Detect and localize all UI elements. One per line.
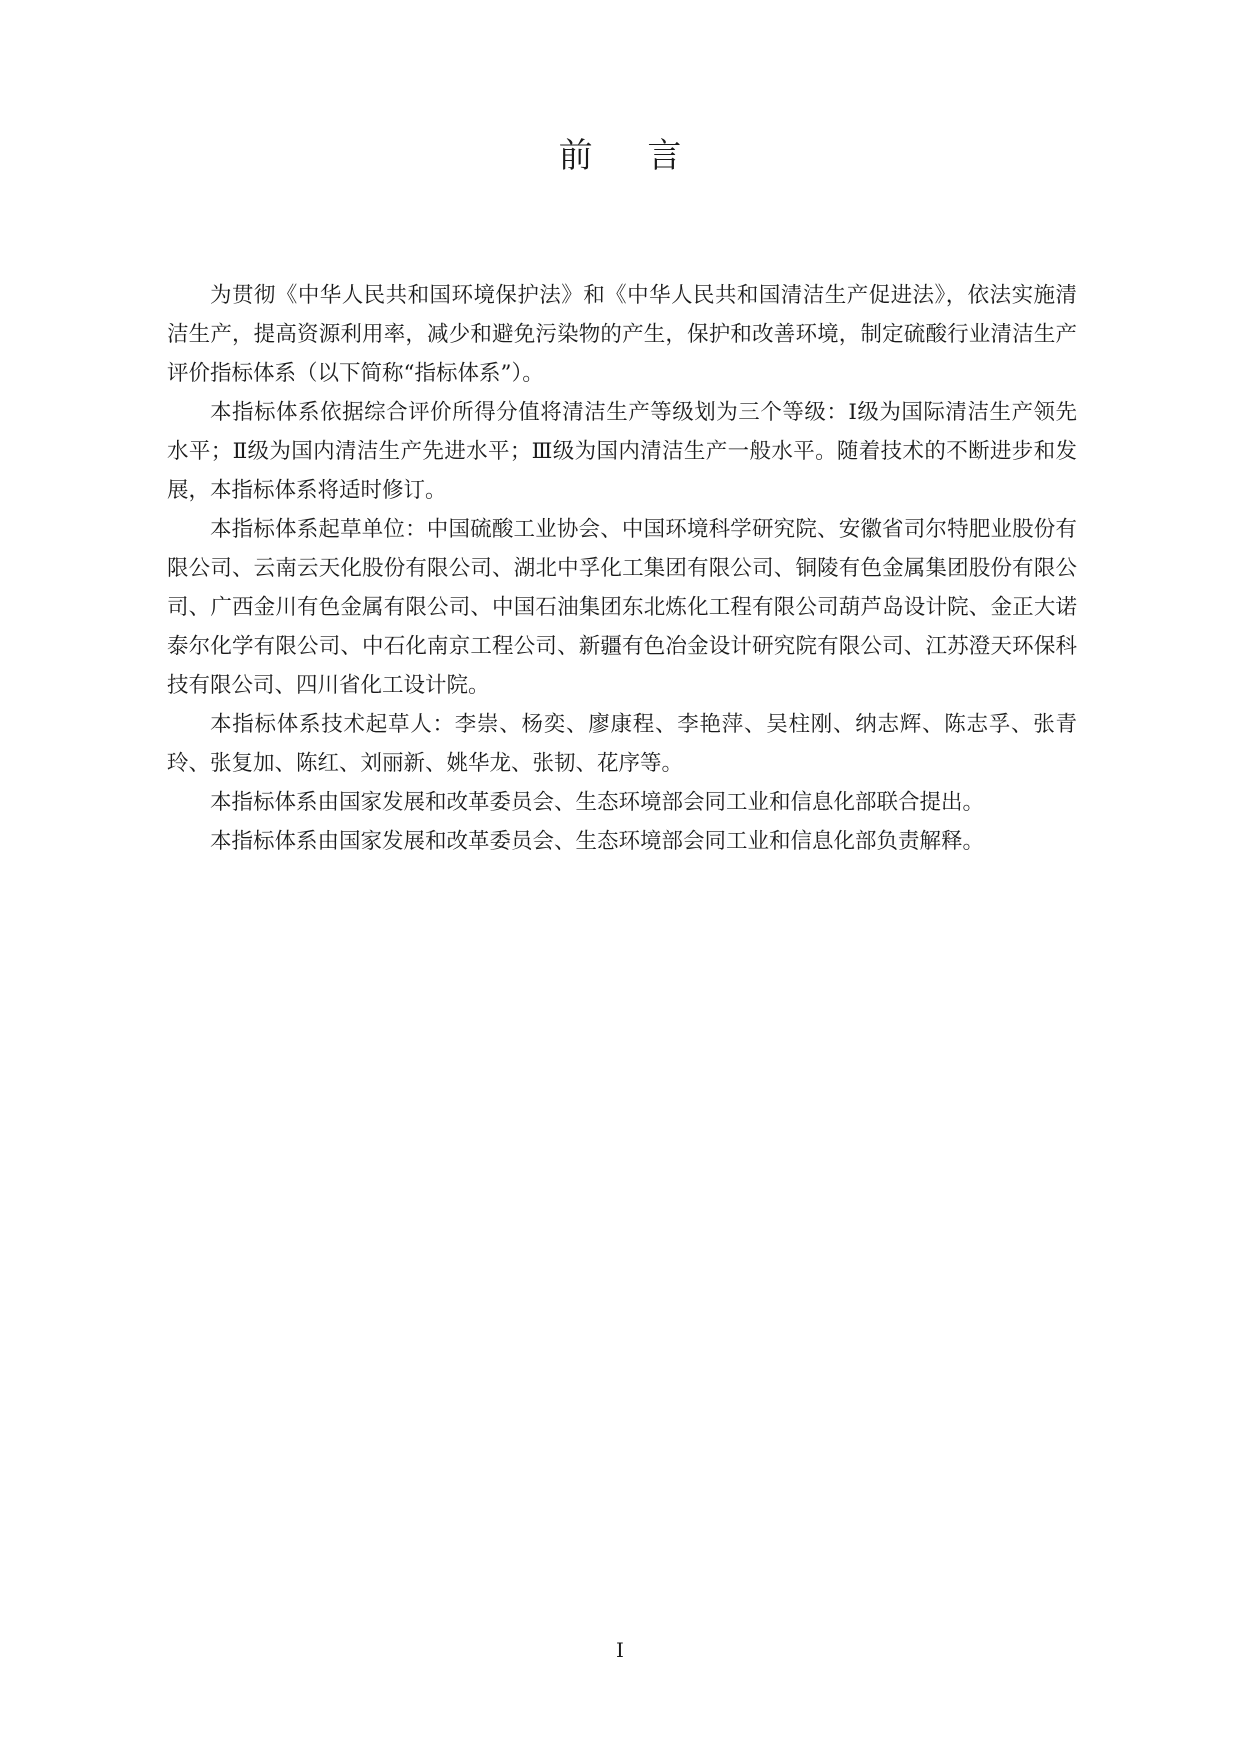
paragraph-grading-levels: 本指标体系依据综合评价所得分值将清洁生产等级划为三个等级：Ⅰ级为国际清洁生产领先水平；Ⅱ级为国内清洁生产先进水平；Ⅲ级为国内清洁生产一般水平。随着技术的不断进步和发展，本指标体系将适时修订。 [167,400,1077,503]
page-title: 前 言 [558,136,704,176]
paragraph-interpreted-by: 本指标体系由国家发展和改革委员会、生态环境部会同工业和信息化部负责解释。 [210,829,985,854]
paragraph-drafters: 本指标体系技术起草人：李崇、杨奕、廖康程、李艳萍、吴柱刚、纳志辉、陈志孚、张青玲、张复加、陈红、刘丽新、姚华龙、张韧、花序等。 [167,712,1077,776]
preface-body [167,276,1077,861]
paragraph-drafting-units: 本指标体系起草单位：中国硫酸工业协会、中国环境科学研究院、安徽省司尔特肥业股份有限公司、云南云天化股份有限公司、湖北中孚化工集团有限公司、铜陵有色金属集团股份有限公司、广西金川有色金属有限公司、中国石油集团东北炼化工程有限公司葫芦岛设计院、金正大诺泰尔化学有限公司、中石化南京工程公司、新疆有色冶金设计研究院有限公司、江苏澄天环保科技有限公司、四川省化工设计院。 [167,517,1077,698]
paragraph-purpose: 为贯彻《中华人民共和国环境保护法》和《中华人民共和国清洁生产促进法》，依法实施清洁生产，提高资源利用率，减少和避免污染物的产生，保护和改善环境，制定硫酸行业清洁生产评价指标体系（以下简称“指标体系”）。 [167,283,1077,386]
paragraph-proposed-by: 本指标体系由国家发展和改革委员会、生态环境部会同工业和信息化部联合提出。 [210,790,985,815]
page-number: I [616,1638,624,1662]
